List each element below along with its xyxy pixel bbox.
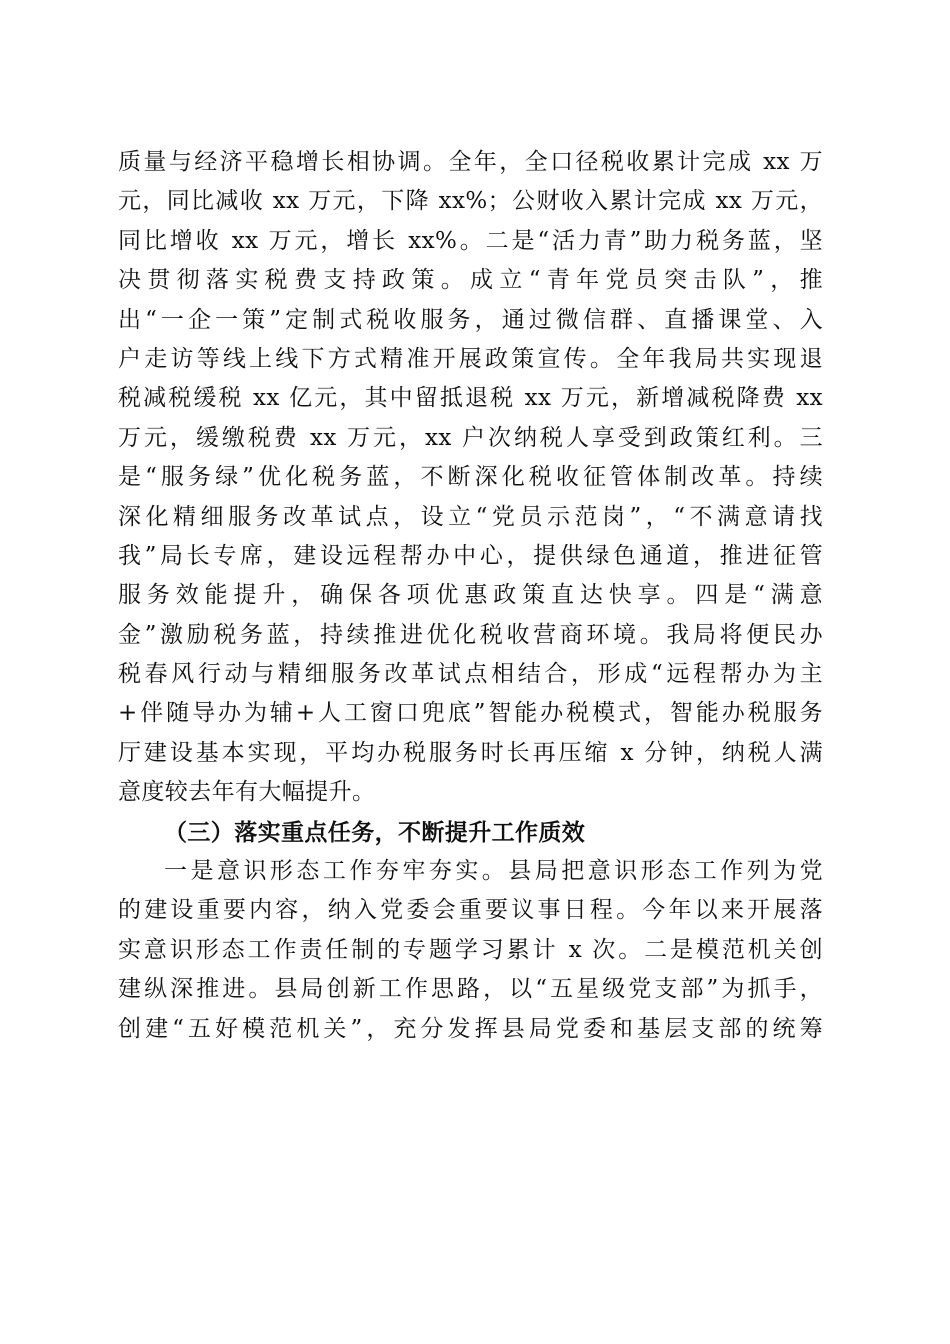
text-line: 户走访等线上线下方式精准开展政策宣传。全年我局共实现退 xyxy=(118,345,823,372)
text-line: 意度较去年有大幅提升。 xyxy=(118,779,376,806)
text-line: 万元，缓缴税费 xx 万元，xx 户次纳税人享受到政策红利。三 xyxy=(118,424,823,451)
text-line: 质量与经济平稳增长相协调。全年，全口径税收累计完成 xx 万 xyxy=(118,149,823,175)
text-line: 元，同比减收 xx 万元，下降 xx%；公财收入累计完成 xx 万元， xyxy=(118,188,823,215)
text-line: 深化精细服务改革试点，设立“党员示范岗”，“不满意请找 xyxy=(118,503,823,530)
text-line: 厅建设基本实现，平均办税服务时长再压缩 x 分钟，纳税人满 xyxy=(118,739,823,766)
text-line: 建纵深推进。县局创新工作思路，以“五星级党支部”为抓手， xyxy=(118,976,823,1003)
text-line: +伴随导办为辅+人工窗口兜底”智能办税模式，智能办税服务 xyxy=(118,700,823,727)
text-line: 同比增收 xx 万元，增长 xx%。二是“活力青”助力税务蓝，坚 xyxy=(118,227,823,254)
text-line: 金”激励税务蓝，持续推进优化税收营商环境。我局将便民办 xyxy=(118,621,823,648)
text-line: 服务效能提升，确保各项优惠政策直达快享。四是“满意 xyxy=(118,582,823,609)
text-line: 实意识形态工作责任制的专题学习累计 x 次。二是模范机关创 xyxy=(118,936,823,963)
text-line: 一是意识形态工作夯牢夯实。县局把意识形态工作列为党 xyxy=(164,858,823,885)
text-line: 税春风行动与精细服务改革试点相结合，形成“远程帮办为主 xyxy=(118,661,823,688)
document-body xyxy=(118,143,823,1049)
section-heading: （三）落实重点任务，不断提升工作质效 xyxy=(164,818,586,846)
text-line: 我”局长专席，建设远程帮办中心，提供绿色通道，推进征管 xyxy=(118,542,823,569)
text-line: 的建设重要内容，纳入党委会重要议事日程。今年以来开展落 xyxy=(118,897,823,924)
text-line: 决贯彻落实税费支持政策。成立“青年党员突击队”，推 xyxy=(118,267,823,294)
text-line: 创建“五好模范机关”，充分发挥县局党委和基层支部的统筹 xyxy=(118,1015,823,1042)
text-line: 税减税缓税 xx 亿元，其中留抵退税 xx 万元，新增减税降费 xx xyxy=(118,385,823,412)
text-line: 出“一企一策”定制式税收服务，通过微信群、直播课堂、入 xyxy=(118,306,823,333)
text-line: 是“服务绿”优化税务蓝，不断深化税收征管体制改革。持续 xyxy=(118,464,823,491)
